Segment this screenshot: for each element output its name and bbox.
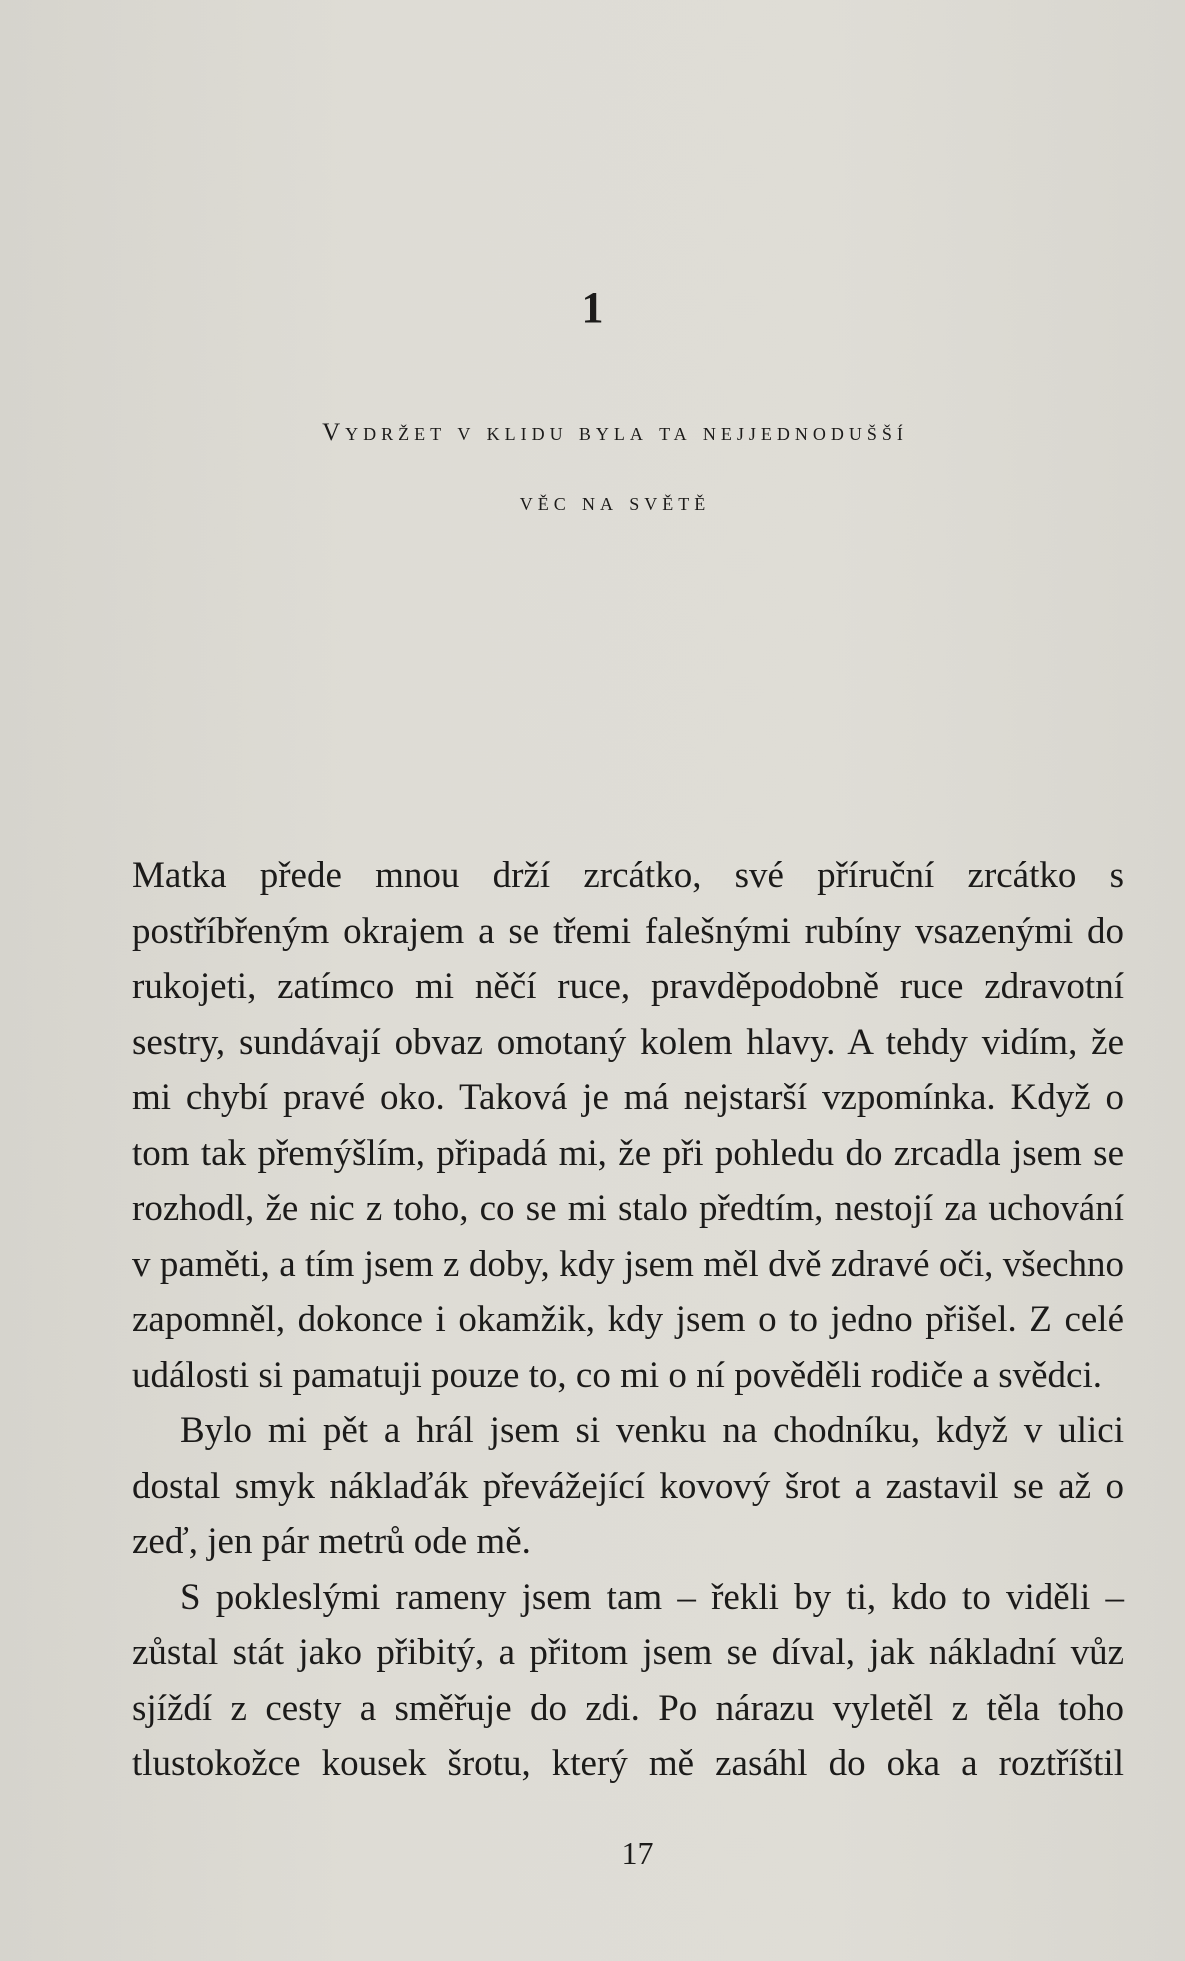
paragraph-1: Matka přede mnou drží zrcátko, své příruční zrcátko s postříbřeným okrajem a se třemi falešnými rubíny vsazenými do rukojeti, zatímco mi něčí ruce, pravděpodobně ruce zdravotní sestry, sundávají obvaz omotaný kolem hlavy. A tehdy vidím, že mi chybí pravé oko. Taková je má nejstarší vzpomínka. Když o tom tak přemýšlím, připadá mi, že při pohledu do zrcadla jsem se rozhodl, že nic z toho, co se mi stalo předtím, nestojí za uchování v paměti, a tím jsem z doby, kdy jsem měl dvě zdravé oči, všechno zapomněl, dokonce i okamžik, kdy jsem o to jedno přišel. Z celé události si pamatuji pouze to, co mi o ní pověděli rodiče a svědci. [132, 855, 1124, 1396]
chapter-title-line-2: věc na světě [519, 489, 711, 516]
paragraph-2: Bylo mi pět a hrál jsem si venku na chodníku, když v ulici dostal smyk náklaďák převážející kovový šrot a zastavil se až o zeď, jen pár metrů ode mě. [132, 1410, 1124, 1562]
page-number: 17 [621, 1835, 654, 1871]
body-text [132, 848, 1124, 1792]
paragraph-3: S pokleslými rameny jsem tam – řekli by ti, kdo to viděli – zůstal stát jako přibitý, a přitom jsem se díval, jak nákladní vůz sjíždí z cesty a směřuje do zdi. Po nárazu vyletěl z těla toho tlustokožce kousek šrotu, který mě zasáhl do oka a roztříštil [132, 1576, 1124, 1784]
chapter-title-line-1: Vydržet v klidu byla ta nejjednodušší [322, 419, 908, 446]
chapter-title [0, 398, 1185, 538]
chapter-number: 1 [581, 283, 604, 332]
